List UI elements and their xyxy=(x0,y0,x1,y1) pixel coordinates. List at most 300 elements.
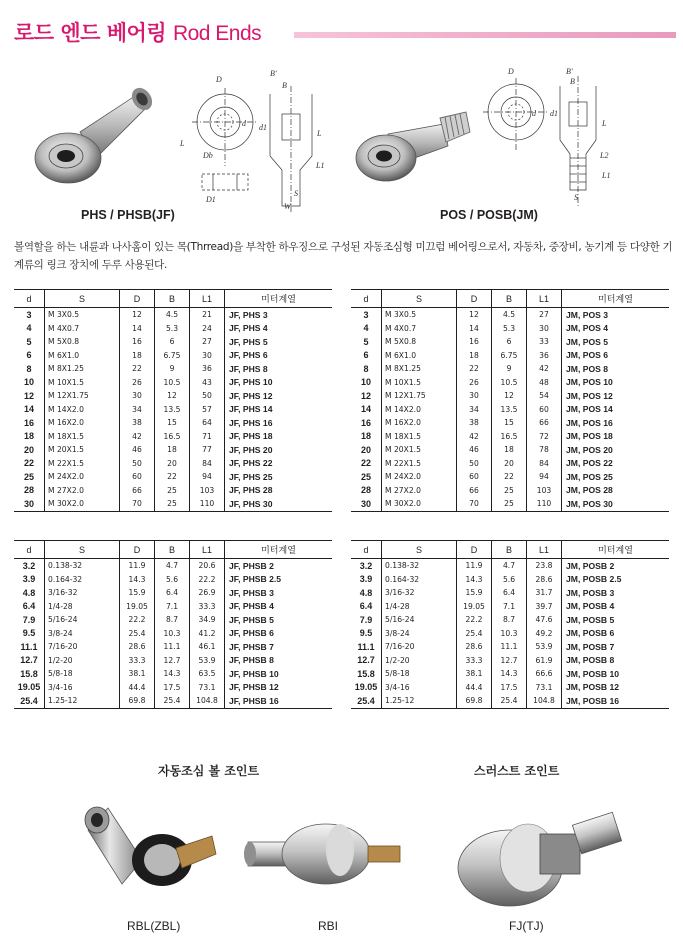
svg-text:d1: d1 xyxy=(259,123,267,132)
cell-L1: 26.9 xyxy=(190,586,225,600)
cell-s: M 8X1.25 xyxy=(382,362,457,376)
svg-text:B: B xyxy=(282,81,287,90)
cell-D: 38 xyxy=(120,416,155,430)
cell-d: 25 xyxy=(360,471,371,482)
cell-s: 7/16-20 xyxy=(382,640,457,654)
cell-series: JM, POS 25 xyxy=(562,470,670,484)
cell-d: 14 xyxy=(360,404,371,415)
cell-D: 70 xyxy=(120,497,155,511)
cell-series: JM, POS 6 xyxy=(562,349,670,363)
cell-L1: 53.9 xyxy=(527,640,562,654)
cell-series: JM, POSB 2 xyxy=(562,559,670,573)
cell-D: 38.1 xyxy=(120,667,155,681)
cell-D: 16 xyxy=(457,335,492,349)
table-row xyxy=(351,389,669,403)
col-s: S xyxy=(45,290,120,308)
cell-D: 50 xyxy=(457,457,492,471)
cell-d: 28 xyxy=(360,485,371,496)
table-row xyxy=(14,403,332,417)
cell-L1: 104.8 xyxy=(190,694,225,708)
cell-B: 4.7 xyxy=(492,559,527,573)
cell-B: 22 xyxy=(155,470,190,484)
cell-D: 42 xyxy=(457,430,492,444)
cell-D: 14.3 xyxy=(120,573,155,587)
cell-series: JF, PHSB 10 xyxy=(225,667,333,681)
cell-B: 10.3 xyxy=(492,627,527,641)
cell-d: 5 xyxy=(26,336,32,347)
cell-L1: 31.7 xyxy=(527,586,562,600)
table-row xyxy=(351,600,669,614)
cell-B: 7.1 xyxy=(155,600,190,614)
pos-drawing xyxy=(483,76,596,206)
cell-B: 12.7 xyxy=(492,654,527,668)
cell-D: 70 xyxy=(457,497,492,511)
table-row xyxy=(351,403,669,417)
cell-L1: 72 xyxy=(527,430,562,444)
table-row xyxy=(14,457,332,471)
cell-series: JM, POS 16 xyxy=(562,416,670,430)
self-aligning-title: 자동조심 볼 조인트 xyxy=(158,764,260,778)
cell-series: JM, POS 22 xyxy=(562,457,670,471)
cell-B: 25.4 xyxy=(155,694,190,708)
cell-s: 5/8-18 xyxy=(45,667,120,681)
cell-D: 26 xyxy=(120,376,155,390)
cell-s: M 24X2.0 xyxy=(45,470,120,484)
cell-L1: 27 xyxy=(527,308,562,322)
cell-L1: 42 xyxy=(527,362,562,376)
cell-B: 15 xyxy=(492,416,527,430)
cell-series: JF, PHS 16 xyxy=(225,416,333,430)
cell-L1: 110 xyxy=(190,497,225,511)
cell-series: JF, PHSB 4 xyxy=(225,600,333,614)
cell-s: M 12X1.75 xyxy=(45,389,120,403)
cell-d: 18 xyxy=(23,431,34,442)
pos-dim-labels xyxy=(507,67,610,202)
cell-d: 20 xyxy=(23,444,34,455)
svg-text:d1: d1 xyxy=(550,109,558,118)
cell-s: M 20X1.5 xyxy=(45,443,120,457)
cell-D: 30 xyxy=(457,389,492,403)
cell-d: 6.4 xyxy=(359,601,373,612)
svg-text:S: S xyxy=(574,193,578,202)
cell-d: 3.9 xyxy=(22,574,36,585)
table-row xyxy=(14,694,332,708)
cell-D: 15.9 xyxy=(457,586,492,600)
cell-D: 33.3 xyxy=(457,654,492,668)
cell-series: JM, POSB 2.5 xyxy=(562,573,670,587)
cell-series: JM, POS 8 xyxy=(562,362,670,376)
cell-series: JF, PHS 25 xyxy=(225,470,333,484)
cell-L1: 110 xyxy=(527,497,562,511)
table-row xyxy=(14,654,332,668)
col-D: D xyxy=(120,290,155,308)
cell-D: 14 xyxy=(120,322,155,336)
cell-L1: 103 xyxy=(527,484,562,498)
product-photos xyxy=(70,788,650,912)
cell-B: 25 xyxy=(492,484,527,498)
cell-series: JM, POSB 7 xyxy=(562,640,670,654)
table-row xyxy=(351,322,669,336)
cell-s: M 22X1.5 xyxy=(45,457,120,471)
col-s: S xyxy=(45,541,120,559)
cell-series: JF, PHSB 5 xyxy=(225,613,333,627)
cell-B: 6.75 xyxy=(155,349,190,363)
cell-B: 6.4 xyxy=(155,586,190,600)
table-row xyxy=(14,389,332,403)
cell-series: JF, PHS 30 xyxy=(225,497,333,511)
cell-series: JM, POSB 6 xyxy=(562,627,670,641)
cell-s: M 18X1.5 xyxy=(45,430,120,444)
table-row xyxy=(351,376,669,390)
col-d: d xyxy=(351,290,382,308)
cell-d: 11.1 xyxy=(357,641,375,652)
cell-D: 18 xyxy=(457,349,492,363)
cell-B: 8.7 xyxy=(492,613,527,627)
cell-L1: 24 xyxy=(190,322,225,336)
col-L1: L1 xyxy=(190,290,225,308)
svg-text:d: d xyxy=(532,109,536,118)
cell-series: JF, PHS 8 xyxy=(225,362,333,376)
col-D: D xyxy=(120,541,155,559)
cell-series: JM, POSB 3 xyxy=(562,586,670,600)
cell-B: 6.75 xyxy=(492,349,527,363)
cell-s: M 6X1.0 xyxy=(45,349,120,363)
cell-series: JF, PHSB 6 xyxy=(225,627,333,641)
cell-s: M 24X2.0 xyxy=(382,470,457,484)
cell-s: M 10X1.5 xyxy=(382,376,457,390)
svg-text:L2: L2 xyxy=(600,151,609,160)
table-row xyxy=(14,600,332,614)
col-s: S xyxy=(382,541,457,559)
cell-B: 5.6 xyxy=(492,573,527,587)
col-L1: L1 xyxy=(527,290,562,308)
table-row xyxy=(351,613,669,627)
table-row xyxy=(351,430,669,444)
cell-series: JF, PHS 5 xyxy=(225,335,333,349)
cell-s: M 12X1.75 xyxy=(382,389,457,403)
svg-text:L1: L1 xyxy=(602,171,611,180)
pos-photo xyxy=(356,112,470,181)
cell-d: 12.7 xyxy=(20,655,38,666)
page-title xyxy=(14,17,261,47)
table-row xyxy=(351,640,669,654)
cell-s: M 10X1.5 xyxy=(45,376,120,390)
cell-D: 15.9 xyxy=(120,586,155,600)
cell-d: 10 xyxy=(23,377,34,388)
cell-series: JF, PHS 22 xyxy=(225,457,333,471)
cell-series: JF, PHSB 12 xyxy=(225,681,333,695)
cell-s: 0.164-32 xyxy=(45,573,120,587)
table-row xyxy=(351,586,669,600)
cell-series: JF, PHS 4 xyxy=(225,322,333,336)
cell-series: JF, PHSB 2.5 xyxy=(225,573,333,587)
cell-L1: 43 xyxy=(190,376,225,390)
cell-series: JF, PHSB 16 xyxy=(225,694,333,708)
cell-d: 8 xyxy=(363,363,369,374)
cell-B: 12.7 xyxy=(155,654,190,668)
cell-D: 42 xyxy=(120,430,155,444)
cell-D: 50 xyxy=(120,457,155,471)
cell-L1: 103 xyxy=(190,484,225,498)
svg-text:L: L xyxy=(602,119,607,128)
cell-series: JM, POSB 16 xyxy=(562,694,670,708)
cell-d: 22 xyxy=(360,458,371,469)
product-rbi: RBI xyxy=(318,919,339,933)
svg-text:D: D xyxy=(508,67,514,76)
table-row xyxy=(14,322,332,336)
cell-B: 4.7 xyxy=(155,559,190,573)
cell-D: 14.3 xyxy=(457,573,492,587)
cell-series: JF, PHS 14 xyxy=(225,403,333,417)
cell-B: 16.5 xyxy=(492,430,527,444)
table-row xyxy=(351,694,669,708)
cell-L1: 48 xyxy=(527,376,562,390)
table-row xyxy=(351,627,669,641)
cell-B: 8.7 xyxy=(155,613,190,627)
cell-D: 25.4 xyxy=(120,627,155,641)
cell-d: 19.05 xyxy=(354,682,378,693)
cell-L1: 73.1 xyxy=(190,681,225,695)
cell-L1: 22.2 xyxy=(190,573,225,587)
cell-L1: 30 xyxy=(190,349,225,363)
cell-s: 1/2-20 xyxy=(382,654,457,668)
cell-d: 12.7 xyxy=(357,655,375,666)
cell-D: 22 xyxy=(457,362,492,376)
table-row xyxy=(351,667,669,681)
col-series: 미터계열 xyxy=(225,290,333,308)
cell-D: 34 xyxy=(457,403,492,417)
table-row xyxy=(351,559,669,573)
cell-B: 9 xyxy=(155,362,190,376)
col-d: d xyxy=(14,541,45,559)
cell-d: 20 xyxy=(360,444,371,455)
col-D: D xyxy=(457,290,492,308)
cell-series: JM, POSB 8 xyxy=(562,654,670,668)
cell-d: 15.8 xyxy=(20,668,38,679)
cell-L1: 21 xyxy=(190,308,225,322)
cell-L1: 46.1 xyxy=(190,640,225,654)
cell-D: 34 xyxy=(120,403,155,417)
cell-L1: 33 xyxy=(527,335,562,349)
table-pos-metric xyxy=(351,289,669,512)
cell-s: 1.25-12 xyxy=(382,694,457,708)
table-row xyxy=(351,497,669,511)
cell-series: JM, POS 20 xyxy=(562,443,670,457)
cell-B: 25 xyxy=(155,484,190,498)
cell-B: 25 xyxy=(492,497,527,511)
cell-D: 12 xyxy=(120,308,155,322)
svg-text:W: W xyxy=(284,202,291,211)
pos-caption: POS / POSB(JM) xyxy=(440,208,538,222)
cell-series: JF, PHSB 3 xyxy=(225,586,333,600)
cell-L1: 20.6 xyxy=(190,559,225,573)
cell-d: 7.9 xyxy=(359,614,373,625)
cell-d: 25 xyxy=(23,471,34,482)
cell-B: 25 xyxy=(155,497,190,511)
svg-text:B': B' xyxy=(566,67,573,76)
cell-d: 4 xyxy=(26,323,32,334)
cell-s: M 16X2.0 xyxy=(382,416,457,430)
cell-s: 1/4-28 xyxy=(382,600,457,614)
svg-text:L: L xyxy=(180,139,185,148)
cell-series: JF, PHS 18 xyxy=(225,430,333,444)
table-row xyxy=(14,484,332,498)
table-row xyxy=(351,416,669,430)
cell-s: 1.25-12 xyxy=(45,694,120,708)
svg-text:B: B xyxy=(570,77,575,86)
cell-B: 10.5 xyxy=(155,376,190,390)
cell-s: 5/16-24 xyxy=(45,613,120,627)
cell-d: 3 xyxy=(363,309,369,320)
cell-series: JF, PHS 10 xyxy=(225,376,333,390)
cell-d: 16 xyxy=(23,417,34,428)
cell-s: 3/4-16 xyxy=(45,681,120,695)
cell-L1: 66 xyxy=(527,416,562,430)
cell-s: M 27X2.0 xyxy=(45,484,120,498)
cell-series: JF, PHS 6 xyxy=(225,349,333,363)
cell-series: JM, POS 28 xyxy=(562,484,670,498)
table-row xyxy=(14,627,332,641)
cell-B: 13.5 xyxy=(492,403,527,417)
cell-L1: 34.9 xyxy=(190,613,225,627)
table-row xyxy=(351,573,669,587)
cell-d: 25.4 xyxy=(14,694,45,708)
cell-series: JM, POSB 4 xyxy=(562,600,670,614)
cell-d: 6 xyxy=(26,350,32,361)
table-row xyxy=(351,349,669,363)
cell-s: M 4X0.7 xyxy=(45,322,120,336)
col-B: B xyxy=(492,290,527,308)
cell-B: 12 xyxy=(492,389,527,403)
cell-B: 4.5 xyxy=(155,308,190,322)
cell-B: 12 xyxy=(155,389,190,403)
table-row xyxy=(351,457,669,471)
cell-L1: 61.9 xyxy=(527,654,562,668)
cell-B: 22 xyxy=(492,470,527,484)
cell-d: 7.9 xyxy=(22,614,36,625)
svg-text:B': B' xyxy=(270,69,277,78)
product-fj: FJ(TJ) xyxy=(509,919,544,933)
cell-L1: 28.6 xyxy=(527,573,562,587)
cell-L1: 84 xyxy=(527,457,562,471)
cell-L1: 64 xyxy=(190,416,225,430)
cell-series: JM, POS 18 xyxy=(562,430,670,444)
col-d: d xyxy=(14,290,45,308)
cell-D: 16 xyxy=(120,335,155,349)
pos-rod-end-figure xyxy=(348,66,668,214)
phs-photo xyxy=(35,84,156,183)
svg-text:L: L xyxy=(317,129,322,138)
cell-s: M 22X1.5 xyxy=(382,457,457,471)
cell-D: 60 xyxy=(457,470,492,484)
cell-d: 3.9 xyxy=(359,574,373,585)
col-d: d xyxy=(351,541,382,559)
cell-D: 14 xyxy=(457,322,492,336)
table-row xyxy=(351,362,669,376)
cell-L1: 36 xyxy=(527,349,562,363)
cell-B: 15 xyxy=(155,416,190,430)
table-row xyxy=(14,640,332,654)
cell-series: JM, POS 3 xyxy=(562,308,670,322)
svg-text:L1: L1 xyxy=(316,161,325,170)
table-row xyxy=(14,470,332,484)
cell-L1: 73.1 xyxy=(527,681,562,695)
cell-d: 14 xyxy=(23,404,34,415)
cell-series: JM, POS 5 xyxy=(562,335,670,349)
col-B: B xyxy=(155,541,190,559)
cell-B: 11.1 xyxy=(492,640,527,654)
cell-D: 11.9 xyxy=(120,559,155,573)
cell-L1: 77 xyxy=(190,443,225,457)
phs-rod-end-figure xyxy=(20,66,340,214)
cell-L1: 39.7 xyxy=(527,600,562,614)
cell-D: 69.8 xyxy=(120,694,155,708)
cell-series: JF, PHS 3 xyxy=(225,308,333,322)
col-series: 미터계열 xyxy=(562,541,670,559)
cell-s: 3/16-32 xyxy=(382,586,457,600)
cell-B: 6 xyxy=(155,335,190,349)
table-row xyxy=(351,654,669,668)
cell-B: 16.5 xyxy=(155,430,190,444)
cell-s: 0.164-32 xyxy=(382,573,457,587)
cell-d: 12 xyxy=(23,390,34,401)
cell-s: 0.138-32 xyxy=(382,559,457,573)
cell-s: M 14X2.0 xyxy=(45,403,120,417)
table-row xyxy=(14,573,332,587)
cell-s: M 8X1.25 xyxy=(45,362,120,376)
cell-d: 4 xyxy=(363,323,369,334)
title-accent-bar xyxy=(294,32,676,38)
col-B: B xyxy=(492,541,527,559)
cell-s: M 30X2.0 xyxy=(45,497,120,511)
cell-s: 3/4-16 xyxy=(382,681,457,695)
cell-B: 6 xyxy=(492,335,527,349)
cell-D: 26 xyxy=(457,376,492,390)
phs-caption: PHS / PHSB(JF) xyxy=(81,208,175,222)
cell-s: 1/4-28 xyxy=(45,600,120,614)
cell-s: M 4X0.7 xyxy=(382,322,457,336)
cell-d: 18 xyxy=(360,431,371,442)
cell-D: 11.9 xyxy=(457,559,492,573)
cell-d: 19.05 xyxy=(17,682,41,693)
cell-d: 4.8 xyxy=(22,587,36,598)
cell-d: 6.4 xyxy=(22,601,36,612)
cell-D: 44.4 xyxy=(457,681,492,695)
cell-D: 33.3 xyxy=(120,654,155,668)
cell-series: JM, POS 4 xyxy=(562,322,670,336)
cell-L1: 94 xyxy=(527,470,562,484)
cell-s: 3/16-32 xyxy=(45,586,120,600)
table-header-row xyxy=(14,541,332,559)
cell-L1: 84 xyxy=(190,457,225,471)
cell-s: M 6X1.0 xyxy=(382,349,457,363)
cell-B: 4.5 xyxy=(492,308,527,322)
table-phs-metric xyxy=(14,289,332,512)
cell-series: JF, PHSB 7 xyxy=(225,640,333,654)
cell-D: 12 xyxy=(457,308,492,322)
cell-B: 25.4 xyxy=(492,694,527,708)
cell-B: 10.3 xyxy=(155,627,190,641)
table-row xyxy=(14,586,332,600)
table-row xyxy=(14,497,332,511)
cell-B: 18 xyxy=(155,443,190,457)
cell-D: 38.1 xyxy=(457,667,492,681)
cell-s: M 3X0.5 xyxy=(382,308,457,322)
table-row xyxy=(14,430,332,444)
title-korean: 로드 엔드 베어링 xyxy=(14,21,167,45)
table-row xyxy=(14,667,332,681)
cell-s: 3/8-24 xyxy=(45,627,120,641)
